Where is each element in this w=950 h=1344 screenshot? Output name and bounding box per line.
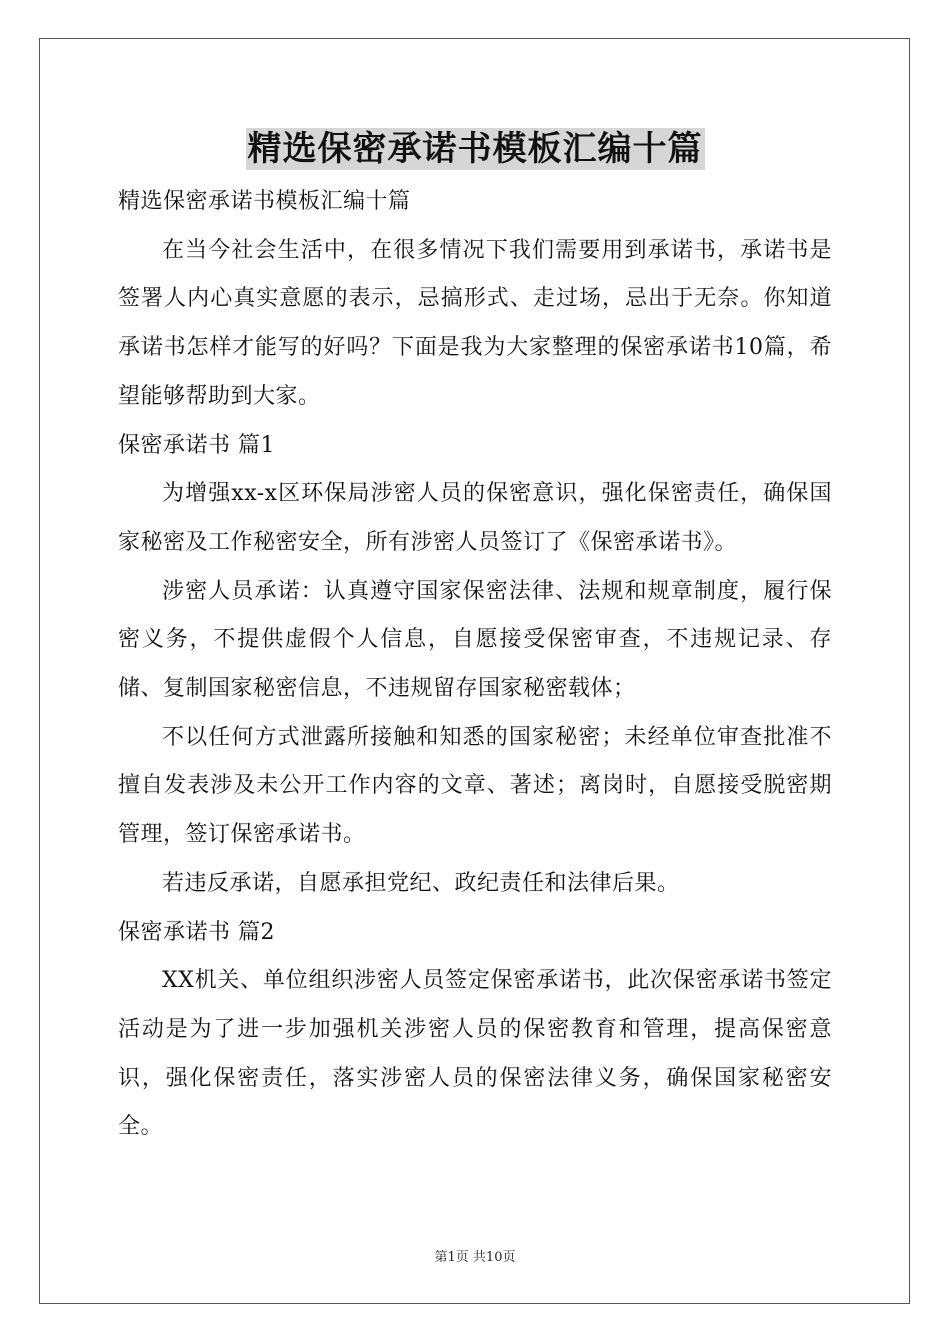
paragraph: 精选保密承诺书模板汇编十篇 [118, 189, 411, 214]
title-container [0, 128, 950, 170]
paragraph: 不以任何方式泄露所接触和知悉的国家秘密；未经单位审查批准不擅自发表涉及未公开工作内容的文章、著述；离岗时，自愿接受脱密期管理，签订保密承诺书。 [118, 724, 832, 848]
paragraph: XX机关、单位组织涉密人员签定保密承诺书，此次保密承诺书签定活动是为了进一步加强机关涉密人员的保密教育和管理，提高保密意识，强化保密责任，落实涉密人员的保密法律义务，确保国家秘密安全。 [118, 968, 832, 1140]
document-body [118, 178, 832, 1152]
page-footer: 第1页 共10页 [434, 1250, 516, 1265]
document-title: 精选保密承诺书模板汇编十篇 [247, 129, 703, 169]
paragraph: 保密承诺书 篇2 [118, 919, 275, 945]
paragraph: 若违反承诺，自愿承担党纪、政纪责任和法律后果。 [162, 870, 680, 896]
paragraph: 保密承诺书 篇1 [118, 432, 275, 458]
paragraph: 在当今社会生活中，在很多情况下我们需要用到承诺书，承诺书是签署人内心真实意愿的表示，忌搞形式、走过场，忌出于无奈。你知道承诺书怎样才能写的好吗？下面是我为大家整理的保密承诺书10篇，希望能够帮助到大家。 [118, 237, 832, 409]
paragraph: 涉密人员承诺：认真遵守国家保密法律、法规和规章制度，履行保密义务，不提供虚假个人信息，自愿接受保密审查，不违规记录、存储、复制国家秘密信息，不违规留存国家秘密载体； [118, 578, 832, 702]
paragraph: 为增强xx-x区环保局涉密人员的保密意识，强化保密责任，确保国家秘密及工作秘密安全，所有涉密人员签订了《保密承诺书》。 [118, 481, 832, 555]
